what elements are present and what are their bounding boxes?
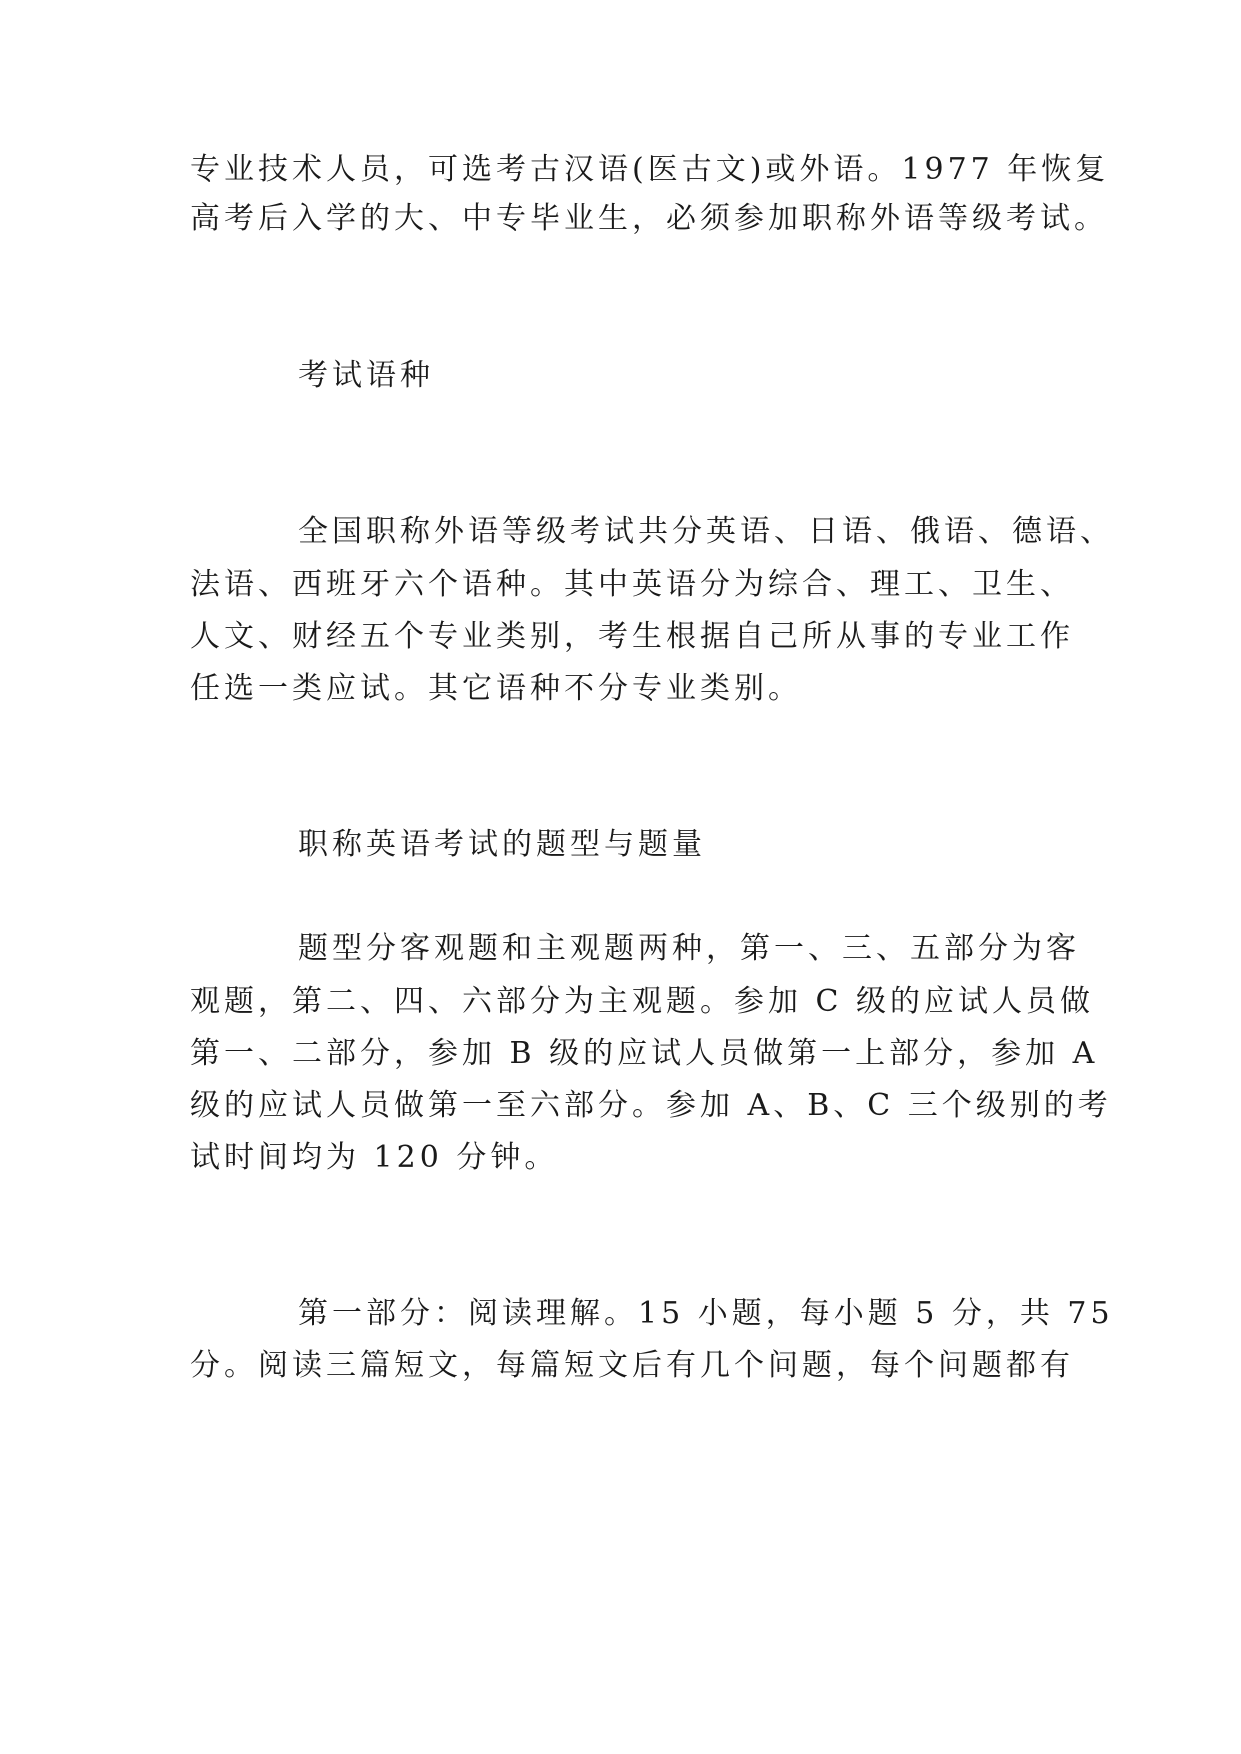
text-line: 第一部分：阅读理解。15 小题，每小题 5 分，共 75 bbox=[298, 1296, 1114, 1331]
text-line: 级的应试人员做第一至六部分。参加 A、B、C 三个级别的考 bbox=[190, 1088, 1112, 1123]
text-line: 题型分客观题和主观题两种，第一、三、五部分为客 bbox=[298, 931, 1080, 966]
text-line: 试时间均为 120 分钟。 bbox=[190, 1140, 559, 1175]
text-line: 专业技术人员，可选考古汉语(医古文)或外语。1977 年恢复 bbox=[190, 152, 1110, 187]
text-line: 观题，第二、四、六部分为主观题。参加 C 级的应试人员做 bbox=[190, 984, 1095, 1019]
text-line: 全国职称外语等级考试共分英语、日语、俄语、德语、 bbox=[298, 514, 1114, 549]
text-line: 任选一类应试。其它语种不分专业类别。 bbox=[190, 671, 802, 706]
text-line: 第一、二部分，参加 B 级的应试人员做第一上部分，参加 A bbox=[190, 1036, 1099, 1071]
text-line: 人文、财经五个专业类别，考生根据自己所从事的专业工作 bbox=[190, 619, 1074, 654]
text-line: 法语、西班牙六个语种。其中英语分为综合、理工、卫生、 bbox=[190, 567, 1074, 602]
section-heading-exam-languages: 考试语种 bbox=[298, 358, 434, 393]
text-line: 分。阅读三篇短文，每篇短文后有几个问题，每个问题都有 bbox=[190, 1348, 1074, 1383]
section-heading-question-types: 职称英语考试的题型与题量 bbox=[298, 827, 706, 862]
text-line: 高考后入学的大、中专毕业生，必须参加职称外语等级考试。 bbox=[190, 201, 1108, 236]
